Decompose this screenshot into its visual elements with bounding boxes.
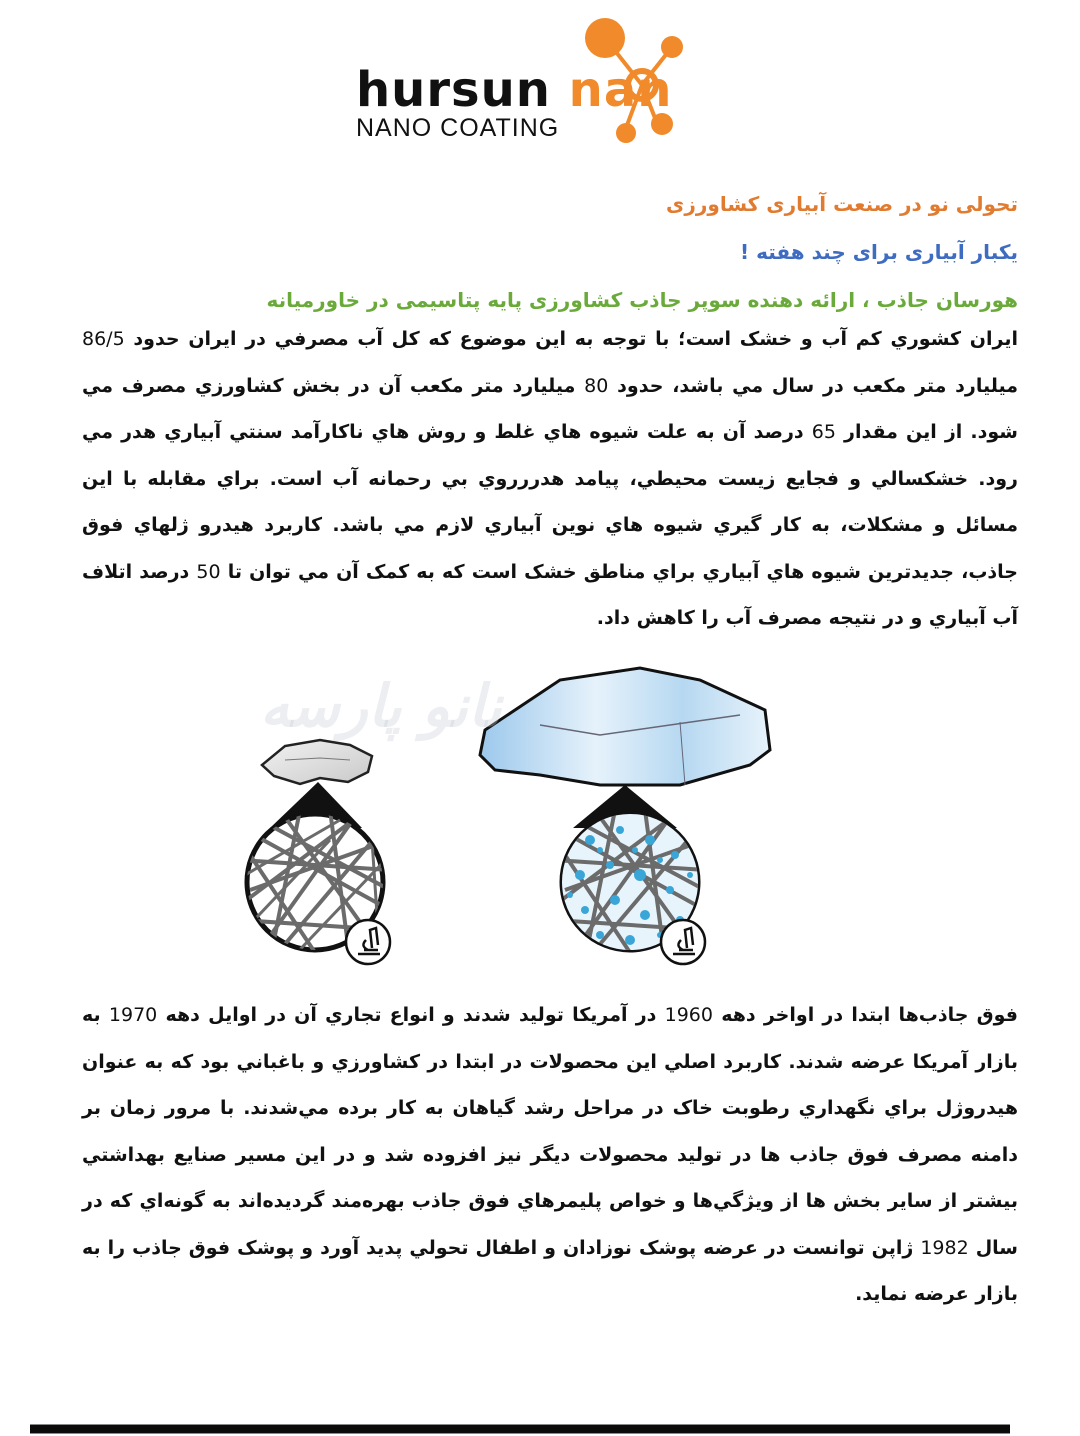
text-span: ميليارد متر مکعب آن در بخش کشاورزي مصرف مي شود. از اين مقدار <box>82 374 1018 443</box>
microscope-icon <box>661 920 705 964</box>
history-paragraph <box>82 992 1018 1318</box>
dry-granule <box>262 740 372 784</box>
intro-paragraph <box>82 316 1018 642</box>
hydrogel-illustration <box>240 660 840 990</box>
text-span: درصد اتلاف آب آبياري و در نتيجه مصرف آب را کاهش داد. <box>82 560 1018 629</box>
number-value: 80 <box>584 374 609 397</box>
number-value: 86/5 <box>82 328 125 350</box>
text-span: ايران کشوري کم آب و خشک است؛ با توجه به اين موضوع که کل آب مصرفي در ايران حدود <box>124 328 1018 350</box>
microscope-icon <box>346 920 390 964</box>
text-span: درصد آن به علت شيوه هاي غلط و روش هاي ناکارآمد سنتي آبياري هدر مي رود. خشکسالي و فجايع زيست محيطي، پيامد هدررروي بي رحمانه آب است. براي مقابله با اين مسائل و مشکلات، به کار گيري شيوه هاي نوين آبياري لازم مي باشد. کاربرد هيدرو ژلهاي فوق جاذب، جديدترين شيوه هاي آبياري براي مناطق خشک است که به کمک آن مي توان تا <box>82 421 1018 583</box>
footer-divider <box>30 1424 1010 1434</box>
text-span: ژاپن توانست در عرضه پوشک نوزادان و اطفال تحولي پديد آورد و پوشک فوق جاذب را به بازار عرضه نمايد. <box>82 1236 1018 1305</box>
number-value: 1982 <box>920 1236 969 1259</box>
company-logo <box>350 10 690 140</box>
logo-tagline: NANO COATING <box>356 114 560 142</box>
number-value: 1970 <box>108 1004 158 1026</box>
company-tagline: هورسان جاذب ، ارائه دهنده سوپر جاذب کشاورزی پایه پتاسیمی در خاورمیانه <box>266 288 1018 312</box>
swollen-gel <box>480 668 770 785</box>
logo-wordmark <box>356 62 673 118</box>
text-span: فوق جاذب‌ها ابتدا در اواخر دهه <box>712 1004 1018 1026</box>
page-subtitle: یکبار آبیاری برای چند هفته ! <box>740 240 1018 264</box>
text-span: ميليارد متر مکعب در سال مي باشد، حدود <box>608 374 1018 397</box>
number-value: 65 <box>811 421 836 443</box>
number-value: 1960 <box>664 1004 713 1026</box>
logo-wordmark-dark: hursun <box>356 62 551 118</box>
logo-wordmark-orange: nan <box>568 62 673 118</box>
watermark-text: نانو پارسه <box>260 672 502 740</box>
page-title: تحولی نو در صنعت آبیاری کشاورزی <box>666 192 1018 216</box>
text-span: در آمريکا توليد شدند و انواع تجاري آن در اوايل دهه <box>157 1004 665 1026</box>
number-value: 50 <box>196 560 221 583</box>
headings-block <box>238 180 1018 324</box>
text-span: به بازار آمريکا عرضه شدند. کاربرد اصلي اين محصولات در ابتدا در کشاورزي و باغباني بود که به عنوان هيدروژل براي نگهداري رطوبت خاک در مراحل رشد گياهان به کار برده مي‌شدند. با مرور زمان بر دامنه مصرف فوق جاذب ها در توليد محصولات ديگر نيز افزوده شد و در اين مسير صنايع بهداشتي بيشتر از ساير بخش ها از ويژگي‌ها و خواص پليمرهاي فوق جاذب بهره‌مند گرديده‌اند به گونه‌اي که در سال <box>82 1004 1018 1259</box>
